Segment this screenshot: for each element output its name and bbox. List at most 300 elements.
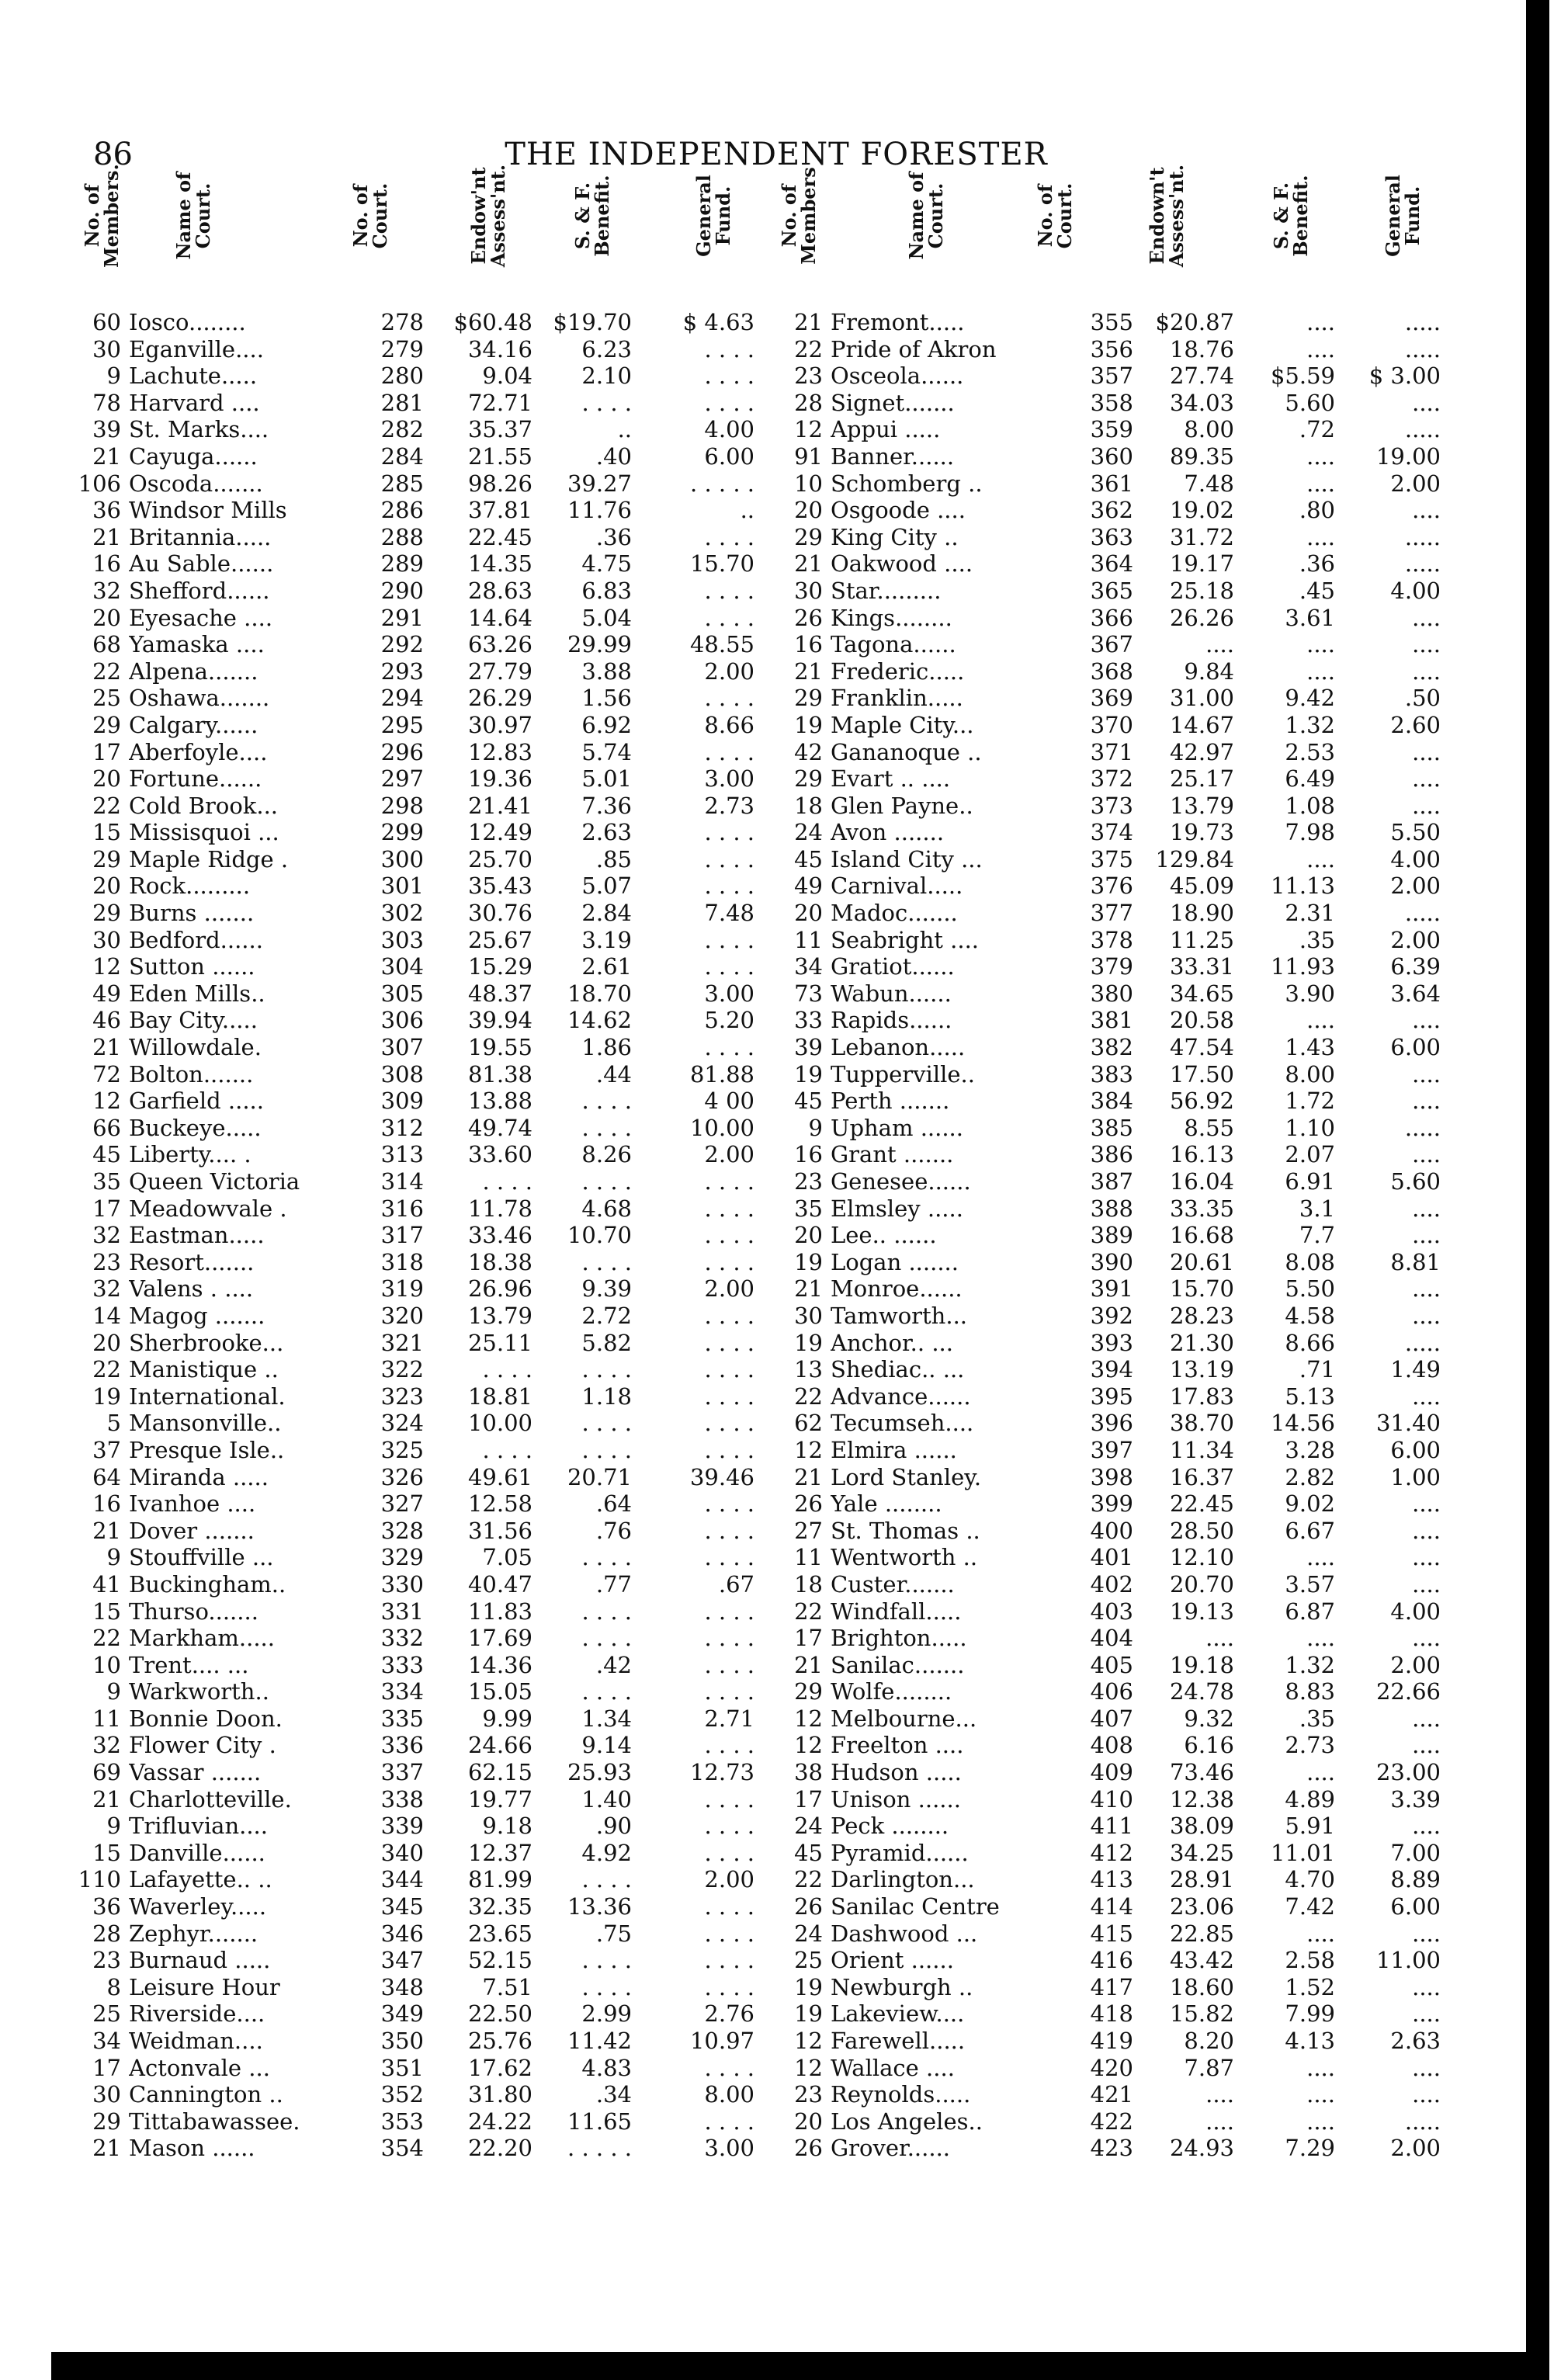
- cell-court-number: 352: [380, 2081, 424, 2108]
- table-row: [0, 1007, 1554, 1034]
- cell-members-2: 62: [794, 1410, 823, 1437]
- cell-court-number: 294: [380, 685, 424, 712]
- cell-court-number-2: 401: [1090, 1544, 1133, 1571]
- cell-court-number-2: 373: [1090, 792, 1133, 819]
- cell-court-number: 347: [380, 1947, 424, 1974]
- running-head: THE INDEPENDENT FORESTER: [505, 137, 1048, 172]
- cell-sf-benefit: .42: [595, 1651, 632, 1678]
- cell-endowment-2: 56.92: [1169, 1088, 1234, 1115]
- cell-sf-benefit-2: 2.53: [1285, 738, 1335, 765]
- cell-court-number-2: 416: [1090, 1947, 1133, 1974]
- cell-general-fund: 10.97: [689, 2028, 754, 2054]
- cell-sf-benefit: 13.36: [567, 1893, 632, 1920]
- cell-court-name-2: Seabright ....: [831, 926, 980, 953]
- cell-court-number-2: 388: [1090, 1195, 1133, 1222]
- cell-court-name-2: Los Angeles..: [831, 2108, 983, 2135]
- cell-court-name: Bedford......: [129, 926, 263, 953]
- table-row: [0, 2028, 1554, 2055]
- cell-sf-benefit: .36: [595, 523, 632, 550]
- cell-court-name: Rock.........: [129, 873, 251, 900]
- cell-general-fund-2: 31.40: [1375, 1410, 1441, 1437]
- table-row: [0, 1437, 1554, 1464]
- cell-sf-benefit: 11.65: [567, 2108, 632, 2135]
- cell-court-name: Buckeye.....: [129, 1114, 262, 1141]
- cell-sf-benefit-2: .36: [1299, 550, 1335, 578]
- cell-court-number: 296: [380, 738, 424, 765]
- cell-sf-benefit: 20.71: [567, 1463, 632, 1490]
- cell-court-name-2: Star.........: [831, 577, 942, 604]
- cell-endowment-2: 8.20: [1184, 2028, 1234, 2054]
- table-row: [0, 1115, 1554, 1142]
- cell-endowment: 17.62: [467, 2054, 532, 2081]
- cell-court-number: 289: [380, 550, 424, 578]
- table-row: [0, 1947, 1554, 1974]
- cell-court-number-2: 386: [1090, 1141, 1133, 1168]
- cell-members-2: 12: [794, 1732, 823, 1759]
- cell-general-fund-2: $ 3.00: [1368, 363, 1441, 390]
- table-row: [0, 1759, 1554, 1786]
- cell-general-fund-2: 6.00: [1390, 1034, 1441, 1061]
- cell-members-2: 27: [794, 1517, 823, 1544]
- table-row: [0, 1303, 1554, 1330]
- cell-sf-benefit: $19.70: [553, 309, 632, 335]
- cell-endowment-2: 6.16: [1184, 1732, 1234, 1759]
- cell-court-name-2: Brighton.....: [831, 1625, 967, 1652]
- cell-court-number: 320: [380, 1302, 424, 1329]
- cell-members: 22: [92, 657, 121, 685]
- cell-endowment: 7.51: [482, 1973, 532, 2000]
- cell-court-number-2: 422: [1090, 2108, 1133, 2135]
- cell-general-fund: . . . .: [704, 335, 754, 363]
- cell-general-fund: 2.76: [704, 2000, 754, 2028]
- cell-sf-benefit-2: ....: [1306, 442, 1335, 470]
- table-row: [0, 1786, 1554, 1813]
- cell-sf-benefit-2: 3.28: [1285, 1436, 1335, 1463]
- cell-court-name-2: Elmira ......: [831, 1436, 957, 1463]
- cell-court-name-2: Lord Stanley.: [831, 1463, 982, 1490]
- cell-court-name: Miranda .....: [129, 1463, 269, 1490]
- cell-general-fund-2: .....: [1404, 335, 1441, 363]
- cell-general-fund: . . . .: [704, 1329, 754, 1356]
- cell-members: 41: [92, 1570, 121, 1598]
- cell-members-2: 26: [794, 604, 823, 631]
- cell-endowment: . . . .: [482, 1436, 532, 1463]
- cell-members: 20: [92, 873, 121, 900]
- cell-sf-benefit-2: 8.83: [1285, 1678, 1335, 1705]
- cell-court-name: Maple Ridge .: [129, 845, 289, 873]
- cell-members: 15: [92, 1598, 121, 1625]
- cell-court-number-2: 408: [1090, 1732, 1133, 1759]
- cell-endowment-2: 22.85: [1169, 1920, 1234, 1947]
- cell-endowment: 12.58: [467, 1490, 532, 1518]
- cell-members: 20: [92, 765, 121, 793]
- cell-court-number-2: 399: [1090, 1490, 1133, 1518]
- header-court-name: Name of Court.: [172, 172, 214, 260]
- cell-sf-benefit: . . . . .: [567, 2135, 632, 2162]
- cell-sf-benefit-2: 3.61: [1285, 604, 1335, 631]
- cell-sf-benefit: 3.88: [581, 657, 632, 685]
- table-row: [0, 416, 1554, 443]
- cell-endowment: 7.05: [482, 1544, 532, 1571]
- cell-sf-benefit: 6.83: [581, 577, 632, 604]
- cell-endowment-2: 9.32: [1184, 1705, 1234, 1732]
- cell-members-2: 20: [794, 1222, 823, 1249]
- cell-members: 21: [92, 1034, 121, 1061]
- cell-court-name: Mason ......: [129, 2135, 255, 2162]
- table-row: [0, 1813, 1554, 1840]
- cell-court-number: 280: [380, 363, 424, 390]
- table-row: [0, 2108, 1554, 2135]
- cell-court-number: 331: [380, 1598, 424, 1625]
- cell-general-fund-2: 11.00: [1375, 1947, 1441, 1974]
- cell-court-number: 288: [380, 523, 424, 550]
- cell-court-name-2: Grover......: [831, 2135, 951, 2162]
- cell-court-number: 353: [380, 2108, 424, 2135]
- cell-endowment-2: 18.90: [1169, 900, 1234, 927]
- cell-sf-benefit: 29.99: [567, 631, 632, 658]
- cell-court-name-2: Genesee......: [831, 1168, 971, 1195]
- cell-court-name-2: Madoc.......: [831, 900, 958, 927]
- cell-general-fund-2: 4.00: [1390, 845, 1441, 873]
- cell-court-number-2: 374: [1090, 819, 1133, 846]
- cell-court-number: 302: [380, 900, 424, 927]
- cell-endowment: 9.18: [482, 1813, 532, 1840]
- cell-endowment: 12.83: [467, 738, 532, 765]
- cell-endowment-2: ....: [1205, 2108, 1234, 2135]
- cell-court-name: Tittabawassee.: [129, 2108, 300, 2135]
- cell-general-fund-2: .....: [1404, 309, 1441, 335]
- cell-court-number: 345: [380, 1893, 424, 1920]
- table-row: [0, 631, 1554, 658]
- cell-sf-benefit: ..: [617, 416, 632, 443]
- cell-court-name: Eden Mills..: [129, 980, 265, 1007]
- cell-general-fund-2: 1.49: [1390, 1356, 1441, 1383]
- cell-general-fund: 2.73: [704, 792, 754, 819]
- cell-court-name-2: Gratiot......: [831, 953, 955, 980]
- cell-endowment-2: 20.61: [1169, 1248, 1234, 1275]
- cell-sf-benefit-2: 1.08: [1285, 792, 1335, 819]
- cell-sf-benefit: 4.92: [581, 1839, 632, 1866]
- table-row: [0, 443, 1554, 470]
- cell-court-number: 339: [380, 1813, 424, 1840]
- cell-members-2: 22: [794, 335, 823, 363]
- cell-sf-benefit-2: ....: [1306, 1920, 1335, 1947]
- cell-members: 22: [92, 1625, 121, 1652]
- table-row: [0, 658, 1554, 685]
- cell-endowment-2: 8.00: [1184, 416, 1234, 443]
- header-court-name-2: Name of Court.: [904, 172, 947, 260]
- cell-court-name-2: Tecumseh....: [831, 1410, 974, 1437]
- cell-endowment-2: 34.65: [1169, 980, 1234, 1007]
- cell-court-number-2: 419: [1090, 2028, 1133, 2054]
- cell-court-name-2: St. Thomas ..: [831, 1517, 980, 1544]
- cell-sf-benefit-2: ....: [1306, 2108, 1335, 2135]
- cell-court-number: 332: [380, 1625, 424, 1652]
- cell-court-name-2: Grant .......: [831, 1141, 954, 1168]
- cell-endowment: 25.76: [467, 2028, 532, 2054]
- cell-court-number-2: 359: [1090, 416, 1133, 443]
- cell-sf-benefit: 7.36: [581, 792, 632, 819]
- cell-court-name-2: Shediac.. ...: [831, 1356, 965, 1383]
- cell-court-name-2: Windfall.....: [831, 1598, 962, 1625]
- cell-sf-benefit: 4.75: [581, 550, 632, 578]
- cell-court-number: 344: [380, 1866, 424, 1893]
- cell-general-fund-2: ....: [1412, 1705, 1441, 1732]
- cell-court-number: 322: [380, 1356, 424, 1383]
- cell-sf-benefit: . . . .: [581, 1436, 632, 1463]
- cell-court-number: 297: [380, 765, 424, 793]
- cell-members-2: 19: [794, 1329, 823, 1356]
- cell-general-fund-2: 3.64: [1390, 980, 1441, 1007]
- cell-endowment: 62.15: [467, 1759, 532, 1786]
- cell-endowment: 28.63: [467, 577, 532, 604]
- cell-sf-benefit-2: 5.60: [1285, 389, 1335, 416]
- cell-court-number-2: 360: [1090, 442, 1133, 470]
- cell-court-name-2: Monroe......: [831, 1275, 963, 1303]
- cell-court-number-2: 410: [1090, 1785, 1133, 1813]
- table-row: [0, 1222, 1554, 1249]
- cell-sf-benefit: . . . .: [581, 1410, 632, 1437]
- cell-members-2: 12: [794, 416, 823, 443]
- cell-court-name-2: Unison ......: [831, 1785, 961, 1813]
- cell-court-name-2: Logan .......: [831, 1248, 959, 1275]
- cell-sf-benefit: .75: [595, 1920, 632, 1947]
- cell-general-fund: . . . .: [704, 363, 754, 390]
- cell-general-fund-2: ....: [1412, 1222, 1441, 1249]
- cell-sf-benefit: 5.04: [581, 604, 632, 631]
- cell-members-2: 12: [794, 2054, 823, 2081]
- cell-court-name: Burnaud .....: [129, 1947, 271, 1974]
- cell-general-fund-2: ....: [1412, 1920, 1441, 1947]
- cell-endowment-2: ....: [1205, 1625, 1234, 1652]
- table-row: [0, 470, 1554, 498]
- cell-endowment-2: 16.13: [1169, 1141, 1234, 1168]
- cell-court-name-2: Sanilac Centre: [831, 1893, 1000, 1920]
- cell-court-name: Lachute.....: [129, 363, 258, 390]
- cell-court-name: Valens . ....: [129, 1275, 254, 1303]
- cell-court-number: 316: [380, 1195, 424, 1222]
- cell-members: 9: [106, 1544, 121, 1571]
- cell-endowment-2: 7.48: [1184, 470, 1234, 497]
- cell-court-name: Sutton ......: [129, 953, 255, 980]
- cell-endowment-2: 47.54: [1169, 1034, 1234, 1061]
- cell-sf-benefit: 2.99: [581, 2000, 632, 2028]
- cell-members: 29: [92, 711, 121, 738]
- table-row: [0, 2000, 1554, 2028]
- cell-endowment: 14.36: [467, 1651, 532, 1678]
- cell-court-number: 309: [380, 1088, 424, 1115]
- cell-general-fund: 6.00: [704, 442, 754, 470]
- cell-members: 64: [92, 1463, 121, 1490]
- cell-general-fund-2: 2.00: [1390, 1651, 1441, 1678]
- cell-sf-benefit-2: 6.87: [1285, 1598, 1335, 1625]
- cell-court-name-2: Perth .......: [831, 1088, 950, 1115]
- cell-general-fund: . . . .: [704, 1651, 754, 1678]
- table-row: [0, 1920, 1554, 1948]
- cell-general-fund: . . . .: [704, 1248, 754, 1275]
- cell-endowment-2: 12.10: [1169, 1544, 1234, 1571]
- table-row: [0, 1678, 1554, 1705]
- cell-court-number: 337: [380, 1759, 424, 1786]
- cell-general-fund: .67: [718, 1570, 754, 1598]
- cell-members: 21: [92, 2135, 121, 2162]
- cell-members: 32: [92, 1222, 121, 1249]
- cell-endowment: 30.97: [467, 711, 532, 738]
- cell-endowment-2: 16.04: [1169, 1168, 1234, 1195]
- cell-court-name-2: Upham ......: [831, 1114, 963, 1141]
- cell-general-fund: . . . .: [704, 577, 754, 604]
- cell-endowment: 39.94: [467, 1007, 532, 1034]
- cell-members: 25: [92, 2000, 121, 2028]
- cell-general-fund-2: ....: [1412, 1517, 1441, 1544]
- table-row: [0, 1518, 1554, 1545]
- cell-court-number: 278: [380, 309, 424, 335]
- cell-endowment: 24.66: [467, 1732, 532, 1759]
- cell-general-fund-2: ....: [1412, 1813, 1441, 1840]
- cell-sf-benefit: 9.14: [581, 1732, 632, 1759]
- cell-general-fund-2: ....: [1412, 2054, 1441, 2081]
- table-row: [0, 1490, 1554, 1518]
- cell-members-2: 22: [794, 1598, 823, 1625]
- cell-general-fund: . . . .: [704, 1222, 754, 1249]
- cell-members: 19: [92, 1383, 121, 1410]
- cell-court-number-2: 385: [1090, 1114, 1133, 1141]
- cell-court-name-2: Dashwood ...: [831, 1920, 978, 1947]
- cell-court-name-2: Reynolds.....: [831, 2081, 971, 2108]
- cell-court-number: 326: [380, 1463, 424, 1490]
- cell-court-number: 295: [380, 711, 424, 738]
- cell-general-fund: 4.00: [704, 416, 754, 443]
- cell-general-fund-2: 4.00: [1390, 1598, 1441, 1625]
- table-row: [0, 2135, 1554, 2162]
- cell-sf-benefit-2: 7.29: [1285, 2135, 1335, 2162]
- cell-court-number: 333: [380, 1651, 424, 1678]
- cell-general-fund: . . . .: [704, 1168, 754, 1195]
- cell-court-number: 317: [380, 1222, 424, 1249]
- cell-general-fund-2: 8.89: [1390, 1866, 1441, 1893]
- cell-sf-benefit-2: 9.42: [1285, 685, 1335, 712]
- cell-general-fund: . . . .: [704, 1517, 754, 1544]
- cell-members-2: 30: [794, 577, 823, 604]
- cell-general-fund: . . . .: [704, 1410, 754, 1437]
- cell-court-number: 301: [380, 873, 424, 900]
- table-row: [0, 1195, 1554, 1223]
- cell-members-2: 24: [794, 1920, 823, 1947]
- cell-endowment: 48.37: [467, 980, 532, 1007]
- cell-court-name-2: Pyramid......: [831, 1839, 969, 1866]
- cell-court-number-2: 390: [1090, 1248, 1133, 1275]
- cell-court-name: Presque Isle..: [129, 1436, 285, 1463]
- cell-general-fund: . . . .: [704, 1436, 754, 1463]
- cell-sf-benefit-2: 7.99: [1285, 2000, 1335, 2028]
- cell-endowment: 12.37: [467, 1839, 532, 1866]
- cell-court-number-2: 369: [1090, 685, 1133, 712]
- cell-endowment: 12.49: [467, 819, 532, 846]
- cell-court-number-2: 370: [1090, 711, 1133, 738]
- cell-court-name-2: Sanilac.......: [831, 1651, 965, 1678]
- cell-court-number-2: 417: [1090, 1973, 1133, 2000]
- cell-members-2: 11: [794, 926, 823, 953]
- cell-sf-benefit-2: 3.90: [1285, 980, 1335, 1007]
- cell-members-2: 12: [794, 1705, 823, 1732]
- cell-general-fund: . . . .: [704, 1598, 754, 1625]
- cell-sf-benefit: 9.39: [581, 1275, 632, 1303]
- cell-court-number: 349: [380, 2000, 424, 2028]
- cell-general-fund: . . . .: [704, 1195, 754, 1222]
- cell-endowment-2: 45.09: [1169, 873, 1234, 900]
- cell-sf-benefit-2: 2.58: [1285, 1947, 1335, 1974]
- cell-endowment: 11.78: [467, 1195, 532, 1222]
- cell-sf-benefit: 11.42: [567, 2028, 632, 2054]
- cell-members: 9: [106, 1813, 121, 1840]
- cell-general-fund-2: ....: [1412, 604, 1441, 631]
- cell-endowment: 9.99: [482, 1705, 532, 1732]
- cell-general-fund: 3.00: [704, 765, 754, 793]
- cell-sf-benefit-2: 3.57: [1285, 1570, 1335, 1598]
- cell-sf-benefit: 6.23: [581, 335, 632, 363]
- cell-general-fund-2: 6.00: [1390, 1893, 1441, 1920]
- table-row: [0, 1840, 1554, 1867]
- cell-court-name-2: Island City ...: [831, 845, 983, 873]
- cell-court-number-2: 361: [1090, 470, 1133, 497]
- cell-court-number: 334: [380, 1678, 424, 1705]
- cell-general-fund-2: ....: [1412, 1088, 1441, 1115]
- cell-members: 30: [92, 335, 121, 363]
- cell-endowment: 40.47: [467, 1570, 532, 1598]
- cell-court-name: Trent.... ...: [129, 1651, 249, 1678]
- cell-court-name: Resort.......: [129, 1248, 255, 1275]
- cell-sf-benefit: 11.76: [567, 497, 632, 524]
- cell-endowment: 22.45: [467, 523, 532, 550]
- cell-sf-benefit: 1.86: [581, 1034, 632, 1061]
- cell-sf-benefit-2: 2.31: [1285, 900, 1335, 927]
- cell-general-fund-2: .....: [1404, 1329, 1441, 1356]
- cell-court-name-2: Melbourne...: [831, 1705, 977, 1732]
- cell-court-number: 305: [380, 980, 424, 1007]
- cell-general-fund-2: .....: [1404, 523, 1441, 550]
- cell-court-name: Bolton.......: [129, 1060, 254, 1088]
- table-row: [0, 1061, 1554, 1088]
- cell-court-name: Flower City .: [129, 1732, 276, 1759]
- cell-endowment: . . . .: [482, 1356, 532, 1383]
- cell-court-name: Vassar .......: [129, 1759, 262, 1786]
- cell-sf-benefit: 3.19: [581, 926, 632, 953]
- cell-court-name-2: Schomberg ..: [831, 470, 983, 497]
- cell-sf-benefit: 6.92: [581, 711, 632, 738]
- cell-members-2: 16: [794, 631, 823, 658]
- cell-members-2: 28: [794, 389, 823, 416]
- cell-members: 15: [92, 1839, 121, 1866]
- cell-court-number-2: 380: [1090, 980, 1133, 1007]
- cell-members: 45: [92, 1141, 121, 1168]
- cell-members-2: 21: [794, 1651, 823, 1678]
- cell-court-name: Oshawa.......: [129, 685, 270, 712]
- table-row: [0, 363, 1554, 390]
- cell-endowment: 11.83: [467, 1598, 532, 1625]
- cell-court-number: 293: [380, 657, 424, 685]
- cell-endowment: 31.56: [467, 1517, 532, 1544]
- cell-general-fund: . . . .: [704, 1973, 754, 2000]
- cell-members: 17: [92, 2054, 121, 2081]
- cell-endowment: 33.46: [467, 1222, 532, 1249]
- cell-court-name: Eganville....: [129, 335, 264, 363]
- cell-court-number-2: 372: [1090, 765, 1133, 793]
- cell-members: 68: [92, 631, 121, 658]
- cell-members: 32: [92, 577, 121, 604]
- table-row: [0, 497, 1554, 524]
- cell-members-2: 23: [794, 1168, 823, 1195]
- cell-court-number: 354: [380, 2135, 424, 2162]
